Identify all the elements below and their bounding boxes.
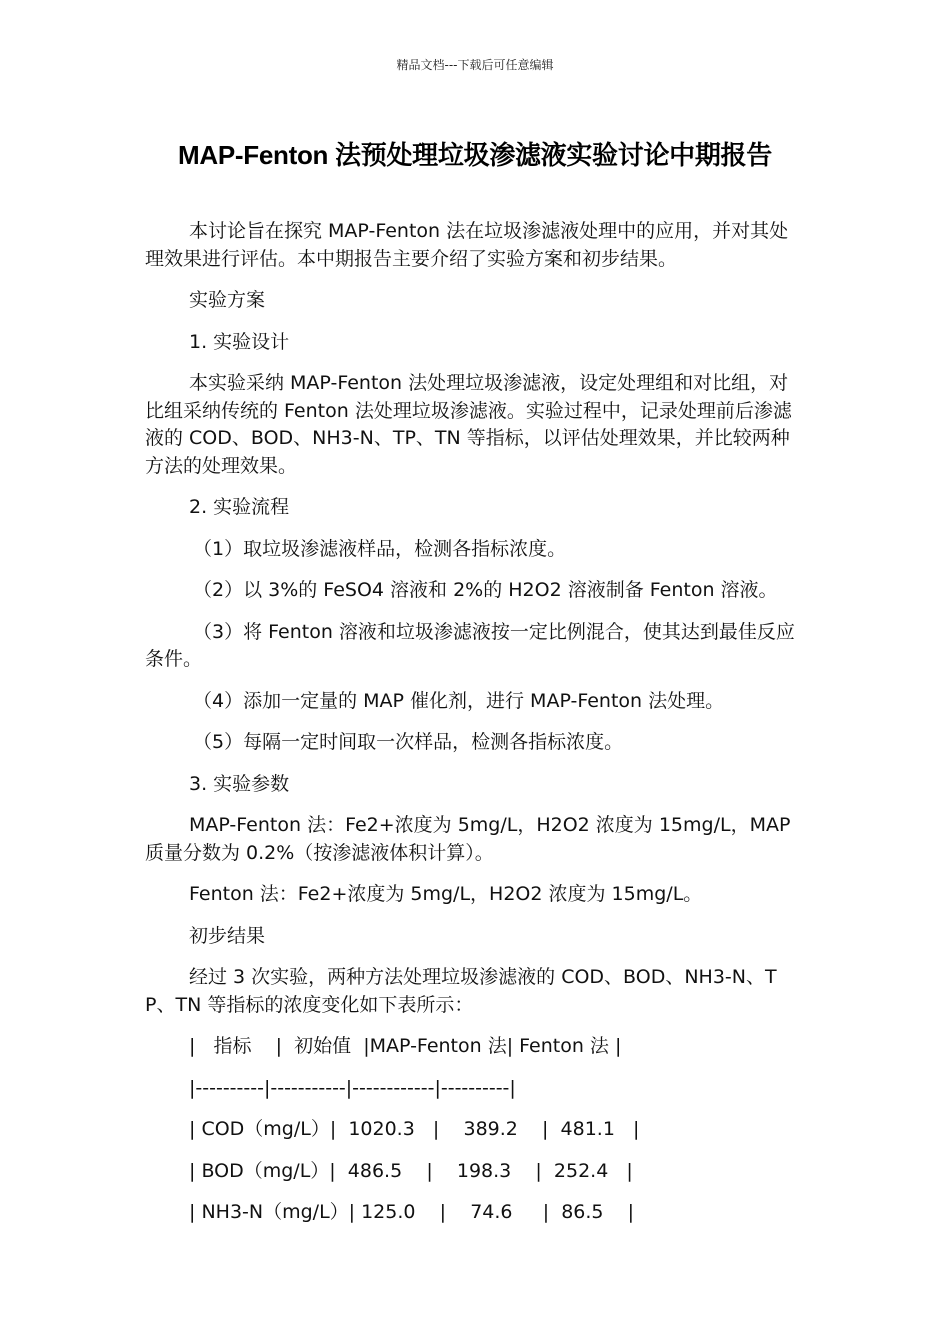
subsection-heading-procedure: 2. 实验流程 [189,496,290,518]
table-row: | COD（mg/L）| 1020.3 | 389.2 | 481.1 | [189,1118,640,1140]
page-header: 精品文档---下载后可任意编辑 [396,58,554,72]
section-heading-plan: 实验方案 [189,289,266,311]
procedure-step: （1）取垃圾渗滤液样品，检测各指标浓度。 [193,537,567,560]
document-body [145,218,805,1241]
parameters-fenton: Fenton 法：Fe2+浓度为 5mg/L，H2O2 浓度为 15mg/L。 [189,883,703,905]
results-paragraph: 经过 3 次实验，两种方法处理垃圾渗滤液的 COD、BOD、NH3-N、TP、TN 等指标的浓度变化如下表所示： [145,966,777,1016]
procedure-step: （5）每隔一定时间取一次样品，检测各指标浓度。 [193,731,624,753]
procedure-step: （2）以 3%的 FeSO4 溶液和 2%的 H2O2 溶液制备 Fenton 溶液。 [193,579,778,601]
table-row: | NH3-N（mg/L）| 125.0 | 74.6 | 86.5 | [189,1201,635,1223]
procedure-step: （4）添加一定量的 MAP 催化剂，进行 MAP-Fenton 法处理。 [193,689,725,712]
design-paragraph: 本实验采纳 MAP-Fenton 法处理垃圾渗滤液，设定处理组和对比组，对比组采纳传统的 Fenton 法处理垃圾渗滤液。实验过程中，记录处理前后渗滤液的 COD、BOD、NH3-N、TP、TN 等指标，以评估处理效果，并比较两种方法的处理效果。 [145,372,792,477]
subsection-heading-design: 1. 实验设计 [189,330,290,353]
table-separator-line: |----------|-----------|------------|----------| [189,1076,516,1099]
parameters-map-fenton: MAP-Fenton 法：Fe2+浓度为 5mg/L，H2O2 浓度为 15mg/L，MAP 质量分数为 0.2%（按渗滤液体积计算）。 [145,814,797,864]
subsection-heading-parameters: 3. 实验参数 [189,772,290,795]
procedure-step: （3）将 Fenton 溶液和垃圾渗滤液按一定比例混合，使其达到最佳反应条件。 [145,620,795,670]
section-heading-results: 初步结果 [189,924,266,947]
table-row: | BOD（mg/L）| 486.5 | 198.3 | 252.4 | [189,1159,633,1182]
document-title: MAP-Fenton 法预处理垃圾渗滤液实验讨论中期报告 [178,140,772,170]
intro-paragraph: 本讨论旨在探究 MAP-Fenton 法在垃圾渗滤液处理中的应用，并对其处理效果进行评估。本中期报告主要介绍了实验方案和初步结果。 [145,220,789,270]
table-header-line: | 指标 | 初始值 |MAP-Fenton 法| Fenton 法 | [189,1035,622,1057]
